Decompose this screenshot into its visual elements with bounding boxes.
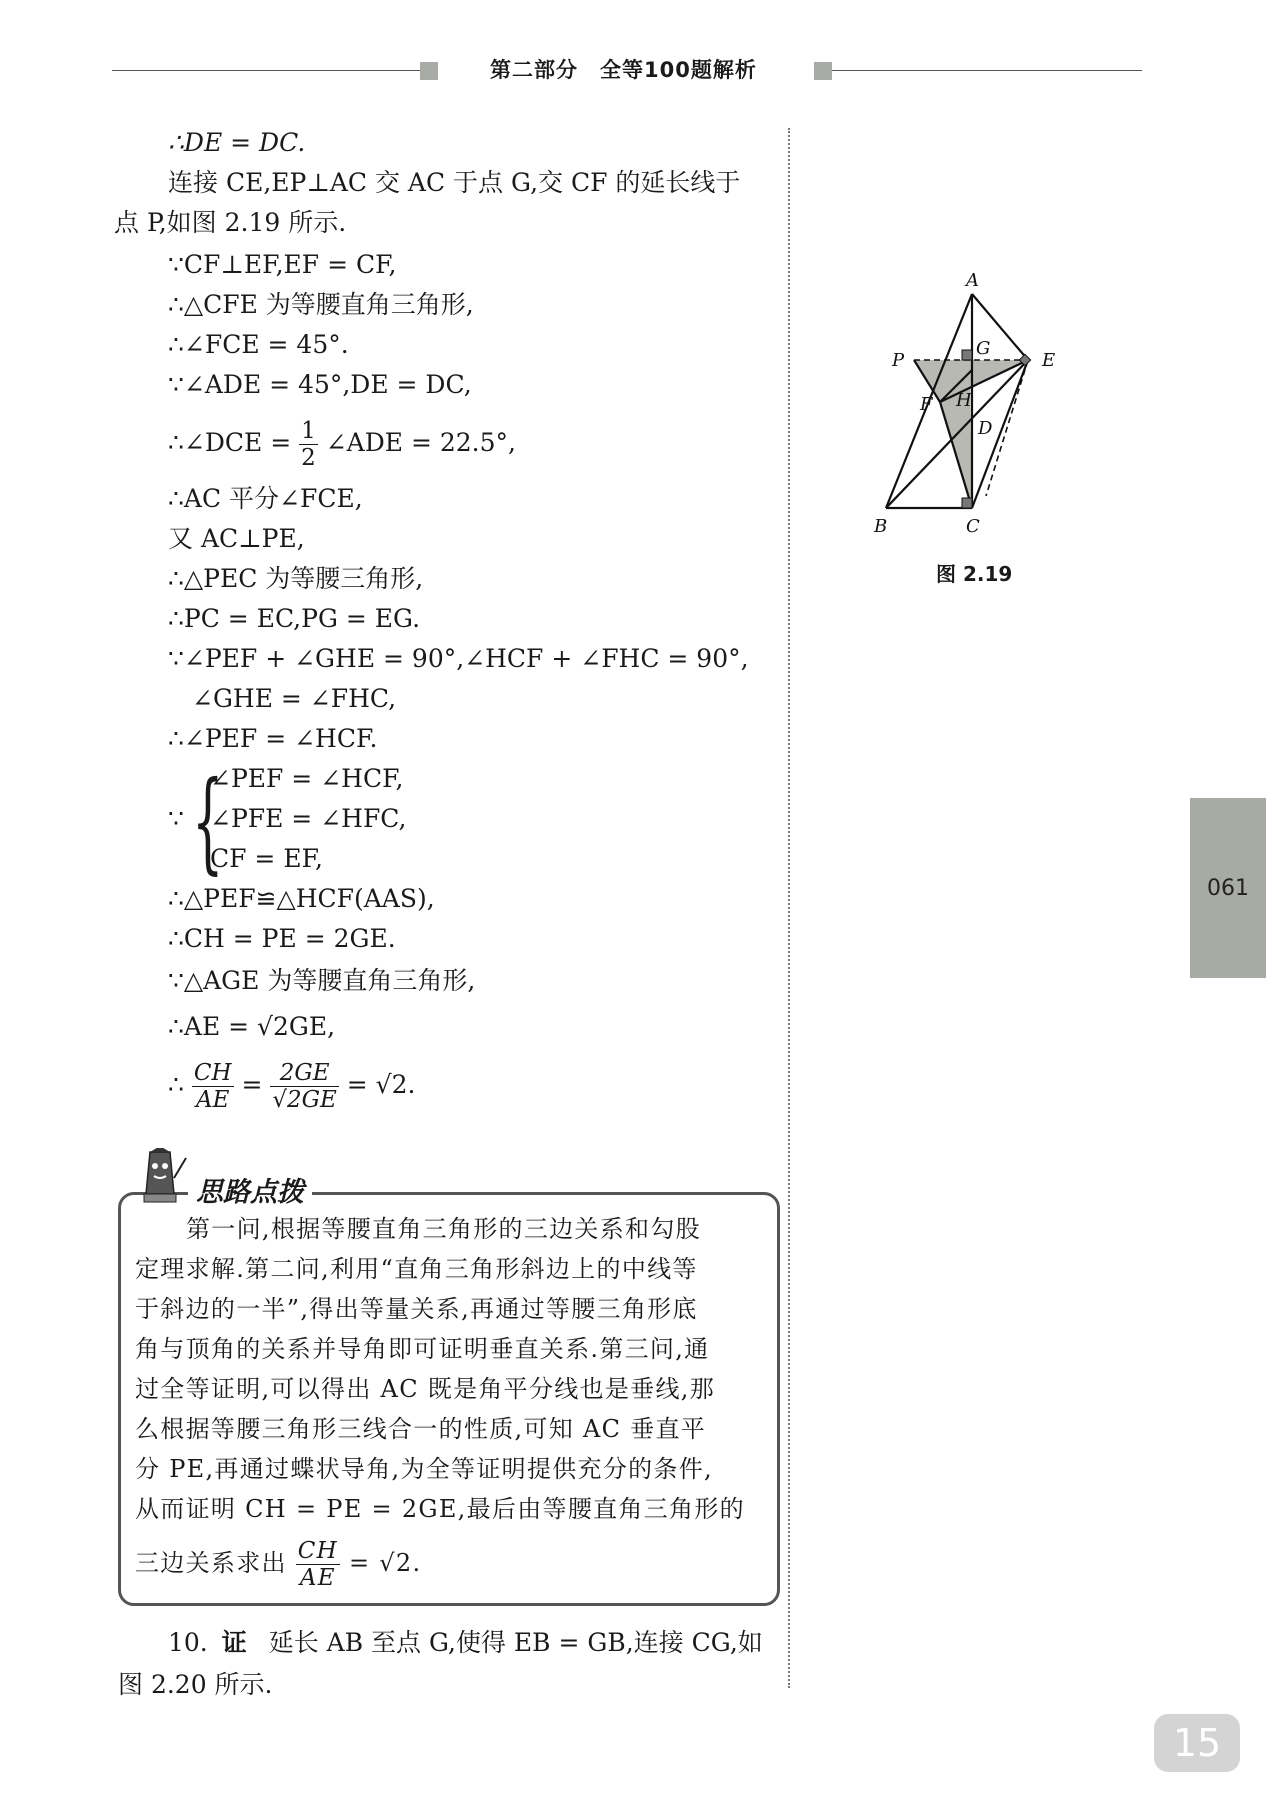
proof-line: ∴AC 平分∠FCE, [168,484,363,513]
point-label-g: G [976,338,991,359]
proof-line: 点 P,如图 2.19 所示. [114,208,347,237]
tip-line: 第一问,根据等腰直角三角形的三边关系和勾股 [186,1215,701,1243]
page-header-title: 第二部分 全等100题解析 [490,58,757,82]
header-square-right [814,62,832,80]
proof-line: ∵CF⊥EF,EF = CF, [168,250,397,279]
because-symbol: ∵ [168,804,184,833]
fraction-denominator: √2GE [272,1087,337,1113]
side-tab-page-number: 061 [1207,876,1249,901]
point-label-e: E [1042,350,1056,371]
page-number-badge: 15 [1154,1714,1240,1772]
proof-line: ∴∠FCE = 45°. [168,330,349,359]
point-label-f: F [920,394,933,415]
tip-text: 三边关系求出 [135,1549,287,1577]
proof-text: ∴ [168,1070,184,1099]
fraction [192,1060,234,1113]
geometry-figure [860,270,1080,550]
fraction-denominator: AE [195,1087,230,1113]
tip-line: 角与顶角的关系并导角即可证明垂直关系.第三问,通 [135,1335,710,1363]
proof-line: 又 AC⊥PE, [168,524,305,553]
header-rule-right [832,70,1142,71]
fraction-numerator: CH [297,1538,339,1564]
pencil-mascot-icon [140,1148,190,1206]
fraction [270,1060,338,1113]
proof-line: ∴△CFE 为等腰直角三角形, [168,290,474,319]
fraction-numerator: 1 [301,418,316,444]
tip-line: 于斜边的一半”,得出等量关系,再通过等腰三角形底 [135,1295,698,1323]
proof-line: ∴DE = DC. [168,128,306,157]
right-angle-mark-g [962,350,972,360]
tip-text: = √2. [348,1549,422,1577]
proof-line-fraction [168,418,516,471]
problem-number: 10. [168,1628,208,1657]
proof-line: ∴AE = √2GE, [168,1012,336,1041]
point-label-h: H [956,390,972,411]
tip-line: 过全等证明,可以得出 AC 既是角平分线也是垂线,那 [135,1375,716,1403]
proof-line: ∠GHE = ∠FHC, [192,684,397,713]
next-problem-line: 图 2.20 所示. [118,1670,273,1699]
fraction-numerator: CH [193,1060,232,1086]
fraction [299,418,318,471]
right-angle-mark-c [962,498,972,508]
fraction [296,1538,340,1591]
proof-text: = √2. [346,1070,416,1099]
fraction-numerator: 2GE [270,1060,338,1087]
proof-text: ∠ADE = 22.5°, [325,428,516,457]
point-label-a: A [966,270,979,291]
header-square-left [420,62,438,80]
tip-line: 分 PE,再通过蝶状导角,为全等证明提供充分的条件, [135,1455,713,1483]
proof-text: 延长 AB 至点 G,使得 EB = GB,连接 CG,如 [268,1628,763,1657]
proof-line: ∵∠PEF + ∠GHE = 90°,∠HCF + ∠FHC = 90°, [168,644,749,673]
tip-line: 从而证明 CH = PE = 2GE,最后由等腰直角三角形的 [135,1495,745,1523]
column-separator [788,128,790,1688]
proof-line: ∴△PEC 为等腰三角形, [168,564,424,593]
proof-line: ∴∠PEF = ∠HCF. [168,724,378,753]
proof-line: ∵△AGE 为等腰直角三角形, [168,966,476,995]
proof-line: ∠PFE = ∠HFC, [210,804,407,833]
fraction-denominator: 2 [301,445,316,471]
tip-line: 么根据等腰三角形三线合一的性质,可知 AC 垂直平 [135,1415,707,1443]
proof-line: ∴PC = EC,PG = EG. [168,604,421,633]
proof-line-fraction [168,1060,415,1113]
proof-line: CF = EF, [210,844,323,873]
proof-label: 证 [221,1628,247,1657]
header-rule-left [112,70,424,71]
proof-line: ∠PEF = ∠HCF, [210,764,404,793]
point-label-d: D [978,418,993,439]
proof-line: ∴CH = PE = 2GE. [168,924,396,953]
proof-line: ∴△PEF≌△HCF(AAS), [168,884,435,913]
proof-text: = [241,1070,263,1099]
fraction-denominator: AE [299,1565,336,1591]
point-label-c: C [966,516,980,537]
point-label-p: P [892,350,905,371]
proof-text: ∴∠DCE = [168,428,292,457]
next-problem-line [168,1628,763,1658]
proof-line: 连接 CE,EP⊥AC 交 AC 于点 G,交 CF 的延长线于 [168,168,741,197]
tip-line-fraction [135,1538,421,1591]
tip-title: 思路点拨 [188,1170,312,1209]
point-label-b: B [874,516,888,537]
tip-line: 定理求解.第二问,利用“直角三角形斜边上的中线等 [135,1255,698,1283]
figure-caption: 图 2.19 [936,562,1013,586]
proof-line: ∵∠ADE = 45°,DE = DC, [168,370,472,399]
left-brace: { [192,757,224,885]
